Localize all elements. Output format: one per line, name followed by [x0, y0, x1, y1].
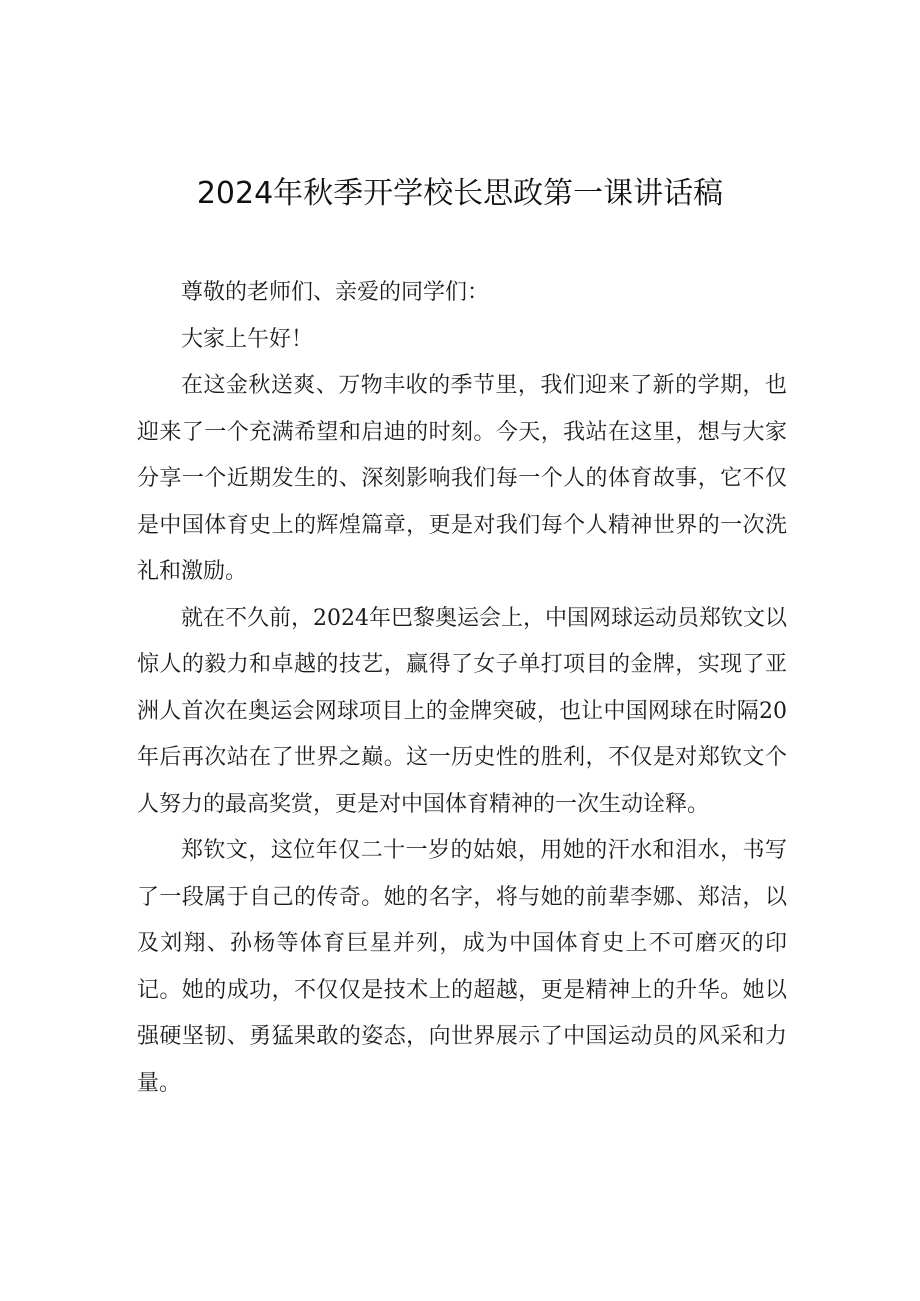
paragraph-salutation: 尊敬的老师们、亲爱的同学们：: [181, 280, 490, 305]
document-body: [137, 270, 787, 1107]
paragraph-olympics: 就在不久前，2024年巴黎奥运会上，中国网球运动员郑钦文以惊人的毅力和卓越的技艺，赢得了女子单打项目的金牌，实现了亚洲人首次在奥运会网球项目上的金牌突破，也让中国网球在时隔20年后再次站在了世界之巅。这一历史性的胜利，不仅是对郑钦文个人努力的最高奖赏，更是对中国体育精神的一次生动诠释。: [137, 605, 787, 817]
paragraph-zheng-qinwen: 郑钦文，这位年仅二十一岁的姑娘，用她的汗水和泪水，书写了一段属于自己的传奇。她的名字，将与她的前辈李娜、郑洁，以及刘翔、孙杨等体育巨星并列，成为中国体育史上不可磨灭的印记。她的成功，不仅仅是技术上的超越，更是精神上的升华。她以强硬坚韧、勇猛果敢的姿态，向世界展示了中国运动员的风采和力量。: [137, 838, 787, 1096]
paragraph-intro: 在这金秋送爽、万物丰收的季节里，我们迎来了新的学期，也迎来了一个充满希望和启迪的时刻。今天，我站在这里，想与大家分享一个近期发生的、深刻影响我们每一个人的体育故事，它不仅是中国体育史上的辉煌篇章，更是对我们每个人精神世界的一次洗礼和激励。: [137, 373, 787, 584]
document-title: 2024年秋季开学校长思政第一课讲话稿: [196, 176, 724, 211]
paragraph-greeting: 大家上午好！: [181, 326, 314, 352]
